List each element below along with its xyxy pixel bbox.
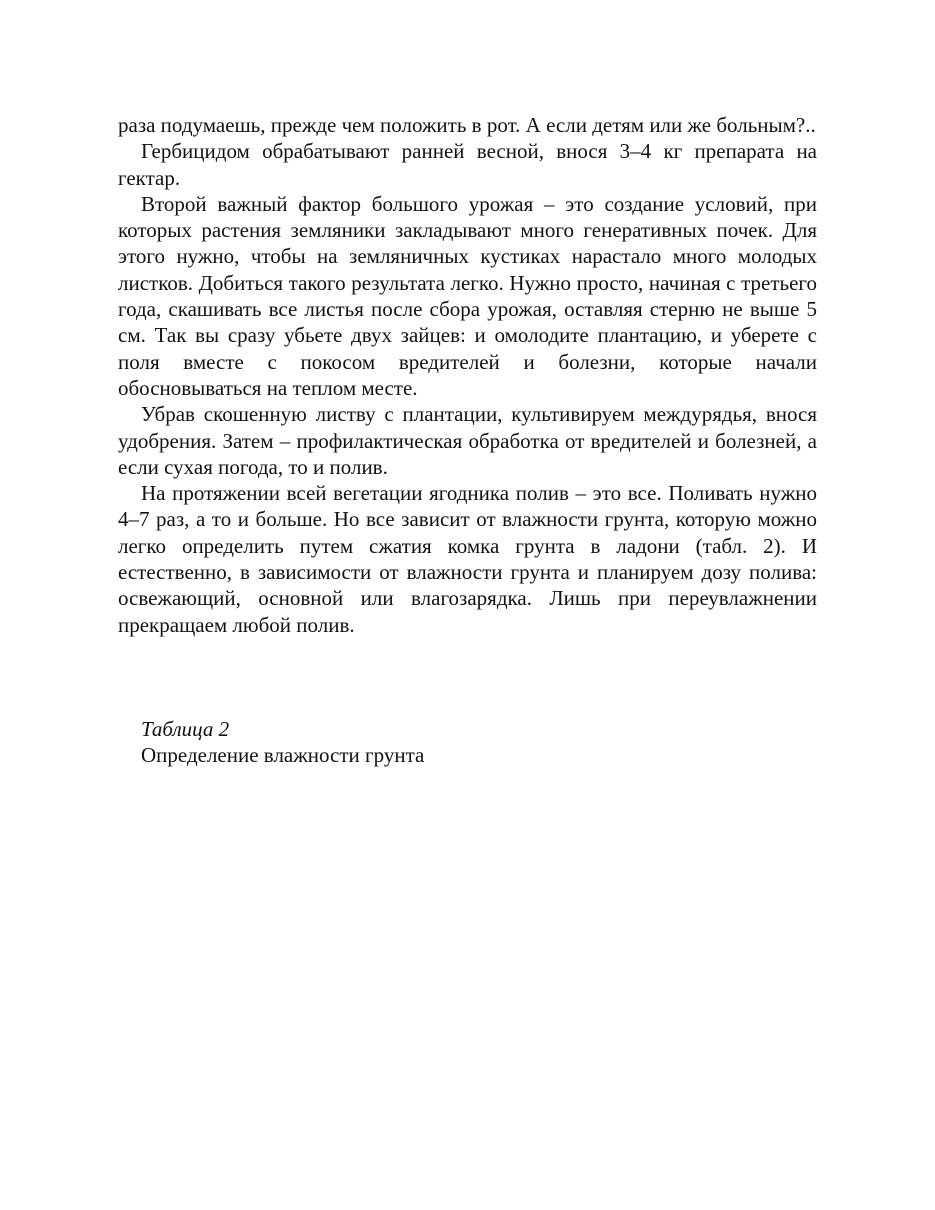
table-label: Таблица 2: [141, 717, 230, 741]
paragraph-continuation: раза подумаешь, прежде чем положить в рот. А если детям или же больным?..: [118, 113, 816, 137]
table-title: Определение влажности грунта: [141, 743, 425, 768]
paragraph-watering: На протяжении всей вегетации ягодника полив – это все. Поливать нужно 4–7 раз, а то и больше. Но все зависит от влажности грунта, которую можно легко определить путем сжатия комка грунта в ладони (табл. 2). И естественно, в зависимости от влажности грунта и планируем дозу полива: освежающий, основной или влагозарядка. Лишь при переувлажнении прекращаем любой полив.: [118, 481, 817, 637]
body-text: [118, 112, 817, 638]
paragraph-second-factor: Второй важный фактор большого урожая – это создание условий, при которых растения земляники закладывают много генеративных почек. Для этого нужно, чтобы на земляничных кустиках нарастало много молодых листков. Добиться такого результата легко. Нужно просто, начиная с третьего года, скашивать все листья после сбора урожая, оставляя стерню не выше 5 см. Так вы сразу убьете двух зайцев: и омолодите плантацию, и уберете с поля вместе с покосом вредителей и болезни, которые начали обосновываться на теплом месте.: [118, 191, 817, 400]
table-caption: [141, 716, 817, 769]
paragraph-herbicide: Гербицидом обрабатывают ранней весной, внося 3–4 кг препарата на гектар.: [118, 139, 817, 190]
paragraph-cultivation: Убрав скошенную листву с плантации, культивируем междурядья, внося удобрения. Затем – профилактическая обработка от вредителей и болезней, а если сухая погода, то и полив.: [118, 402, 817, 479]
